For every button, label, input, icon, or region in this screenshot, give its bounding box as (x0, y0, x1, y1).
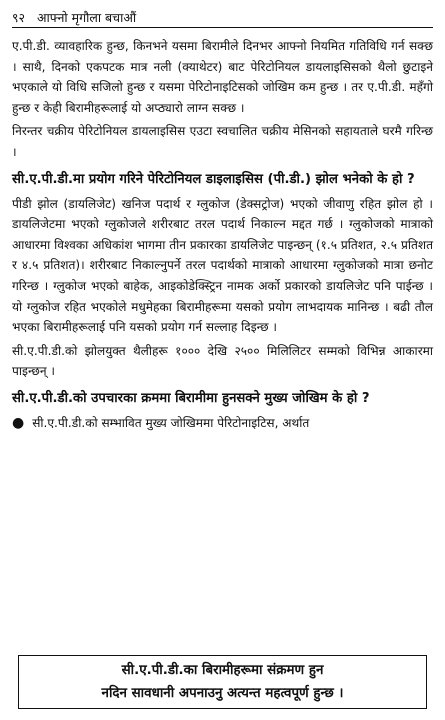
bullet-icon: ● (12, 414, 25, 431)
page-header (12, 4, 433, 26)
book-title: आफ्नो मृगौला बचाऔं (37, 10, 137, 25)
paragraph-continuous-cyclic-pd: निरन्तर चक्रीय पेरिटोनियल डायलाइसिस एउटा स्वचालित चक्रीय मेसिनको सहायताले घरमै गरिन्छ । (12, 124, 433, 159)
heading-pd-fluid: सी.ए.पी.डी.मा प्रयोग गरिने पेरिटोनियल डाइलाइसिस (पी.डी.) झोल भनेको के हो ? (12, 171, 415, 187)
page-number: ९२ (12, 10, 26, 25)
heading-capd-risks: सी.ए.पी.डी.को उपचारका क्रममा बिरामीमा हुनसक्ने मुख्य जोखिम के हो ? (12, 390, 370, 406)
paragraph-apd-practical: ए.पी.डी. व्यावहारिक हुन्छ, किनभने यसमा बिरामीले दिनभर आफ्नो नियमित गतिविधि गर्न सक्छ । साथै, दिनको एकपटक मात्र नली (क्याथेटर) बाट पेरिटोनियल डायलाइसिसको थैलो छुटाइने भएकाले यो विधि सजिलो हुन्छ र यसमा पेरिटोनाइटिसको जोखिम कम हुन्छ । तर ए.पी.डी. महँगो हुन्छ र केही बिरामीहरूलाई यो अप्ठ्यारो लाग्न सक्छ । (12, 39, 433, 115)
page-body (12, 36, 433, 434)
callout-line-1: सी.ए.पी.डी.का बिरामीहरूमा संक्रमण हुन (121, 663, 324, 678)
header-divider (12, 27, 433, 28)
callout-line-2: नदिन सावधानी अपनाउनु अत्यन्त महत्वपूर्ण हुन्छ । (101, 686, 344, 701)
callout-box (18, 655, 427, 709)
paragraph-dialysate-description: पीडी झोल (डायलिजेट) खनिज पदार्थ र ग्लुकोज (डेक्सट्रोज) भएको जीवाणु रहित झोल हो । डायलिजेटमा भएको ग्लुकोजले शरीरबाट तरल पदार्थ निकाल्न मद्दत गर्छ । ग्लुकोजको मात्राको आधारमा विश्वका अधिकांश भागमा तीन प्रकारका डायलिजेट पाइन्छन् (१.५ प्रतिशत, २.५ प्रतिशत र ४.५ प्रतिशत)। शरीरबाट निकाल्नुपर्ने तरल पदार्थको मात्राको आधारमा ग्लुकोजको मात्रा छनोट गरिन्छ । ग्लुकोज भएको बाहेक, आइकोडेक्स्ट्रिन नामक अर्को प्रकारको डायलिजेट पनि पाईन्छ । यो ग्लुकोज रहित भएकोले मधुमेहका बिरामीहरूमा यसको प्रयोग लाभदायक मानिन्छ । बढी तौल भएका बिरामीहरूलाई पनि यसको प्रयोग गर्न सल्लाह दिइन्छ । (12, 196, 433, 335)
bullet-item (12, 413, 433, 434)
paragraph-bag-sizes: सी.ए.पी.डी.को झोलयुक्त थैलीहरू १००० देखि २५०० मिलिलिटर सम्मको विभिन्न आकारमा पाइन्छन् । (12, 343, 433, 379)
bullet-text: सी.ए.पी.डी.को सम्भावित मुख्य जोखिममा पेरिटोनाइटिस, अर्थात (32, 415, 310, 430)
